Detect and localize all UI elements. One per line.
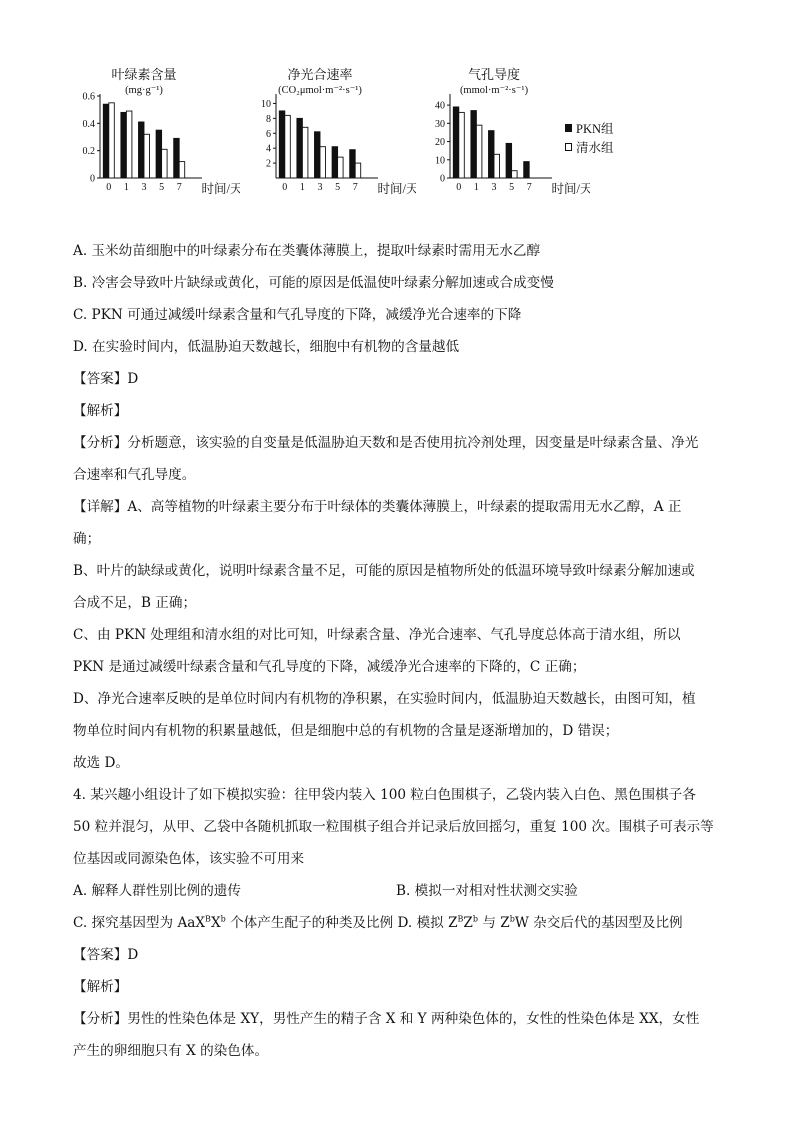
detail-line-6 <box>73 659 725 675</box>
bar-water <box>320 147 326 178</box>
x-tick-label: 1 <box>473 182 479 193</box>
bar-pkn <box>471 111 477 178</box>
line-text: 【解析】 <box>73 403 128 419</box>
line-text: 【解析】 <box>73 979 128 995</box>
bar-water <box>109 103 115 178</box>
option-c <box>73 307 725 323</box>
bar-pkn <box>279 111 285 178</box>
line-text: 产生的卵细胞只有 X 的染色体。 <box>73 1043 269 1059</box>
bar-pkn <box>121 112 127 178</box>
detail-line-7 <box>73 691 725 707</box>
detail-line-5 <box>73 627 725 643</box>
bar-pkn <box>103 104 109 178</box>
line-text: 【答案】D <box>73 371 139 387</box>
line-text: B. 冷害会导致叶片缺绿或黄化，可能的原因是低温使叶绿素分解加速或合成变慢 <box>73 275 554 291</box>
chart-title: 气孔导度 <box>467 67 521 82</box>
line-text: 【详解】A、高等植物的叶绿素主要分布于叶绿体的类囊体薄膜上，叶绿素的提取需用无水乙醇，A 正 <box>73 499 682 515</box>
line-text: A. 玉米幼苗细胞中的叶绿素分布在类囊体薄膜上，提取叶绿素时需用无水乙醇 <box>73 243 541 259</box>
y-tick-label: 0.6 <box>82 91 95 103</box>
superscript: b <box>220 914 226 924</box>
x-tick-label: 3 <box>141 182 147 193</box>
analysis-line-2 <box>73 467 725 483</box>
detail-line-4 <box>73 595 725 611</box>
y-tick-label: 0.2 <box>82 146 95 158</box>
x-axis-label: 时间/天 <box>201 182 240 196</box>
y-tick-label: 40 <box>435 100 445 112</box>
legend-swatch-light <box>565 143 572 151</box>
bar-pkn <box>139 122 145 178</box>
q4-options-ab <box>73 883 725 899</box>
bar-pkn <box>174 138 180 178</box>
analysis-label-2 <box>73 979 725 995</box>
x-tick-label: 7 <box>352 182 358 193</box>
line-text: 物单位时间内有机物的积累量越低，但是细胞中总的有机物的含量是逐渐增加的，D 错误； <box>73 723 619 739</box>
y-tick-label: 30 <box>435 118 445 130</box>
line-text: C. 探究基因型为 AaX <box>73 915 206 931</box>
x-tick-label: 1 <box>299 182 305 193</box>
q4-options-cd <box>73 915 725 931</box>
bar-water <box>512 171 517 178</box>
bar-water <box>338 157 344 178</box>
x-tick-label: 5 <box>159 182 165 193</box>
line-text: 【答案】D <box>73 947 139 963</box>
chart-svg <box>246 62 416 204</box>
line-text: PKN 是通过减缓叶绿素含量和气孔导度的下降，减缓净光合速率的下降的，C 正确； <box>73 659 586 675</box>
y-tick-label: 0 <box>90 173 95 185</box>
x-tick-label: 3 <box>317 182 323 193</box>
y-tick-label: 10 <box>261 98 271 110</box>
chart-title: 净光合速率 <box>287 67 353 82</box>
y-tick-label: 10 <box>435 155 445 167</box>
analysis2-line-1 <box>73 1011 725 1027</box>
line-text: 合成不足，B 正确； <box>73 595 197 611</box>
chart-chlorophyll <box>70 62 240 204</box>
question-4-line-3 <box>73 851 725 867</box>
legend-label-pkn: PKN组 <box>576 121 614 136</box>
line-text: 4. 某兴趣小组设计了如下模拟实验：往甲袋内装入 100 粒白色围棋子，乙袋内装入白色、黑色围棋子各 <box>73 787 696 803</box>
legend-item-water <box>565 137 614 156</box>
y-tick-label: 20 <box>435 137 445 149</box>
bar-water <box>179 162 185 178</box>
analysis-label <box>73 403 725 419</box>
bar-pkn <box>350 150 356 178</box>
question-4-line-1 <box>73 787 725 803</box>
detail-line-1 <box>73 499 725 515</box>
y-tick-label: 0.4 <box>82 118 95 130</box>
analysis-line-1 <box>73 435 725 451</box>
chart-svg <box>70 62 240 204</box>
x-tick-label: 0 <box>456 182 462 193</box>
x-tick-label: 1 <box>123 182 129 193</box>
option-b <box>73 275 725 291</box>
y-tick-label: 8 <box>266 113 271 125</box>
detail-line-2 <box>73 531 725 547</box>
analysis2-line-2 <box>73 1043 725 1059</box>
legend-label-water: 清水组 <box>576 140 614 155</box>
q4-option-a: A. 解释人群性别比例的遗传 <box>73 883 241 899</box>
line-text: 与 Z <box>478 915 510 931</box>
chart-unit: (mg·g⁻¹) <box>125 85 163 96</box>
detail-line-8 <box>73 723 725 739</box>
line-text: 位基因或同源染色体，该实验不可用来 <box>73 851 305 867</box>
line-text: X <box>210 915 221 931</box>
x-tick-label: 5 <box>509 182 515 193</box>
x-tick-label: 3 <box>491 182 497 193</box>
line-text: 个体产生配子的种类及比例 D. 模拟 Z <box>225 915 458 931</box>
chart-unit: (mmol·m⁻²·s⁻¹) <box>459 85 529 96</box>
line-text: Z <box>463 915 473 931</box>
bar-pkn <box>489 131 495 178</box>
line-text: C、由 PKN 处理组和清水组的对比可知，叶绿素含量、净光合速率、气孔导度总体高于清水组，所以 <box>73 627 681 643</box>
x-axis-label: 时间/天 <box>377 182 416 196</box>
y-tick-label: 4 <box>266 143 271 155</box>
x-tick-label: 7 <box>176 182 182 193</box>
detail-line-3 <box>73 563 725 579</box>
q4-option-b: B. 模拟一对相对性状测交实验 <box>396 883 578 899</box>
x-axis-label: 时间/天 <box>551 182 590 196</box>
chart-legend <box>565 118 614 156</box>
superscript: b <box>509 914 515 924</box>
line-text: 【分析】男性的性染色体是 XY，男性产生的精子含 X 和 Y 两种染色体的，女性的性染色体是 XX，女性 <box>73 1011 700 1027</box>
bar-water <box>126 111 131 178</box>
x-tick-label: 0 <box>106 182 112 193</box>
bar-water <box>144 134 150 178</box>
superscript: b <box>472 914 478 924</box>
line-text: W 杂交后代的基因型及比例 <box>514 915 683 931</box>
line-text: 【分析】分析题意，该实验的自变量是低温胁迫天数和是否使用抗冷剂处理，因变量是叶绿素含量、净光 <box>73 435 699 451</box>
answer-label <box>73 371 725 387</box>
bar-water <box>494 154 500 178</box>
bar-water <box>162 149 168 178</box>
line-text: D、净光合速率反映的是单位时间内有机物的净积累，在实验时间内，低温胁迫天数越长，由图可知，植 <box>73 691 696 707</box>
chart-net-photosynthesis <box>246 62 416 204</box>
bar-pkn <box>315 132 321 178</box>
x-tick-label: 5 <box>335 182 341 193</box>
bar-water <box>476 125 482 178</box>
bar-pkn <box>297 118 303 178</box>
legend-item-pkn <box>565 118 614 137</box>
line-text: 确； <box>73 531 101 547</box>
superscript: B <box>457 914 464 924</box>
line-text: B、叶片的缺绿或黄化，说明叶绿素含量不足，可能的原因是植物所处的低温环境导致叶绿素分解加速或 <box>73 563 695 579</box>
bar-pkn <box>506 143 512 178</box>
y-tick-label: 6 <box>266 128 271 140</box>
bar-pkn <box>453 107 459 178</box>
bar-water <box>302 127 308 178</box>
bar-pkn <box>524 162 530 178</box>
option-d <box>73 339 725 355</box>
bar-pkn <box>156 130 162 178</box>
line-text: D. 在实验时间内，低温胁迫天数越长，细胞中有机物的含量越低 <box>73 339 460 355</box>
bar-pkn <box>332 147 338 178</box>
line-text: C. PKN 可通过减缓叶绿素含量和气孔导度的下降，减缓净光合速率的下降 <box>73 307 522 323</box>
line-text: 故选 D。 <box>73 755 130 771</box>
answer-label-2 <box>73 947 725 963</box>
y-tick-label: 0 <box>440 173 445 185</box>
bar-water <box>355 163 361 178</box>
bar-water <box>285 115 291 178</box>
legend-swatch-dark <box>565 124 572 132</box>
x-tick-label: 0 <box>282 182 288 193</box>
option-a <box>73 243 725 259</box>
chart-unit: (CO₂μmol·m⁻²·s⁻¹) <box>278 85 362 96</box>
y-tick-label: 2 <box>266 158 271 170</box>
chart-title: 叶绿素含量 <box>111 67 177 82</box>
line-text: 合速率和气孔导度。 <box>73 467 196 483</box>
line-text: 50 粒并混匀，从甲、乙袋中各随机抓取一粒围棋子组合并记录后放回摇匀，重复 100 次。围棋子可表示等 <box>73 819 714 835</box>
detail-line-9 <box>73 755 725 771</box>
superscript: B <box>205 914 211 924</box>
x-tick-label: 7 <box>526 182 532 193</box>
question-4-line-2 <box>73 819 725 835</box>
bar-water <box>459 112 465 178</box>
